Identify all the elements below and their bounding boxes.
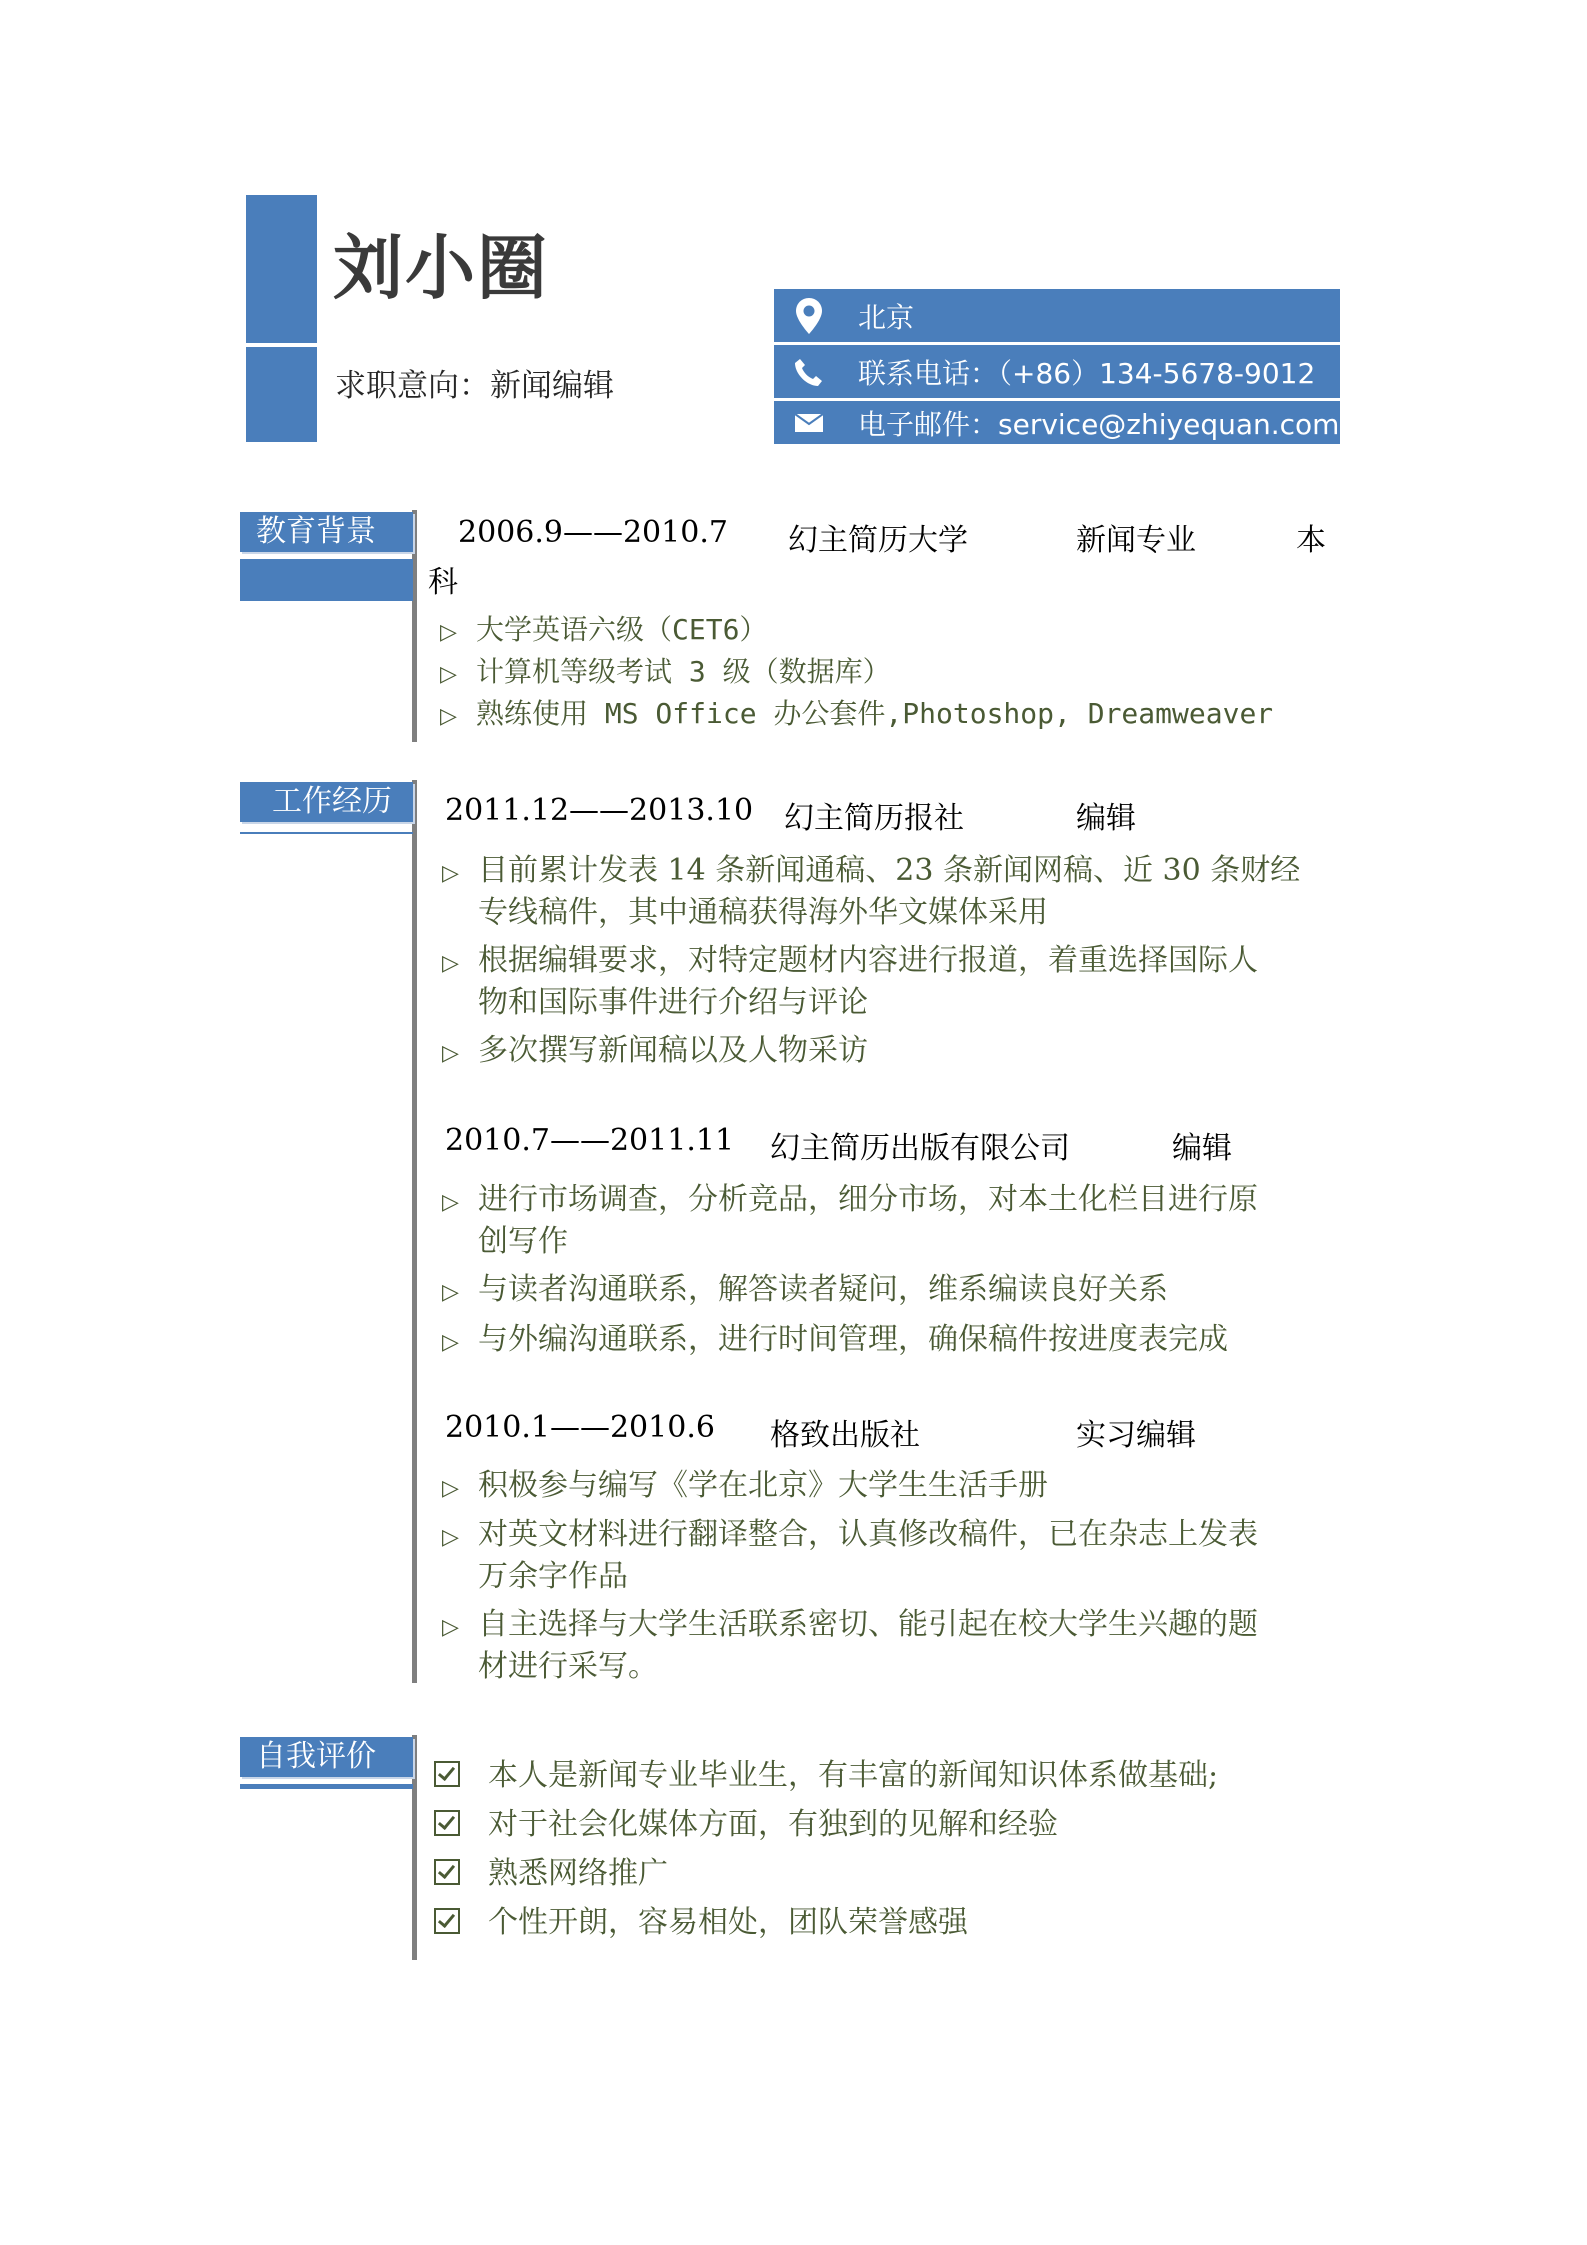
- list-item-continuation: 专线稿件，其中通稿获得海外华文媒体采用: [478, 895, 1048, 930]
- contact-email: 电子邮件：service@zhiyequan.com: [858, 407, 1340, 441]
- job-1-role: 编辑: [1076, 801, 1136, 836]
- list-item: ▷ 大学英语六级（CET6）: [440, 613, 768, 646]
- list-item: ▷ 计算机等级考试 3 级（数据库）: [440, 655, 891, 688]
- job-1-company: 幻主简历报社: [784, 801, 964, 836]
- list-item-continuation: 材进行采写。: [478, 1649, 658, 1684]
- triangle-bullet-icon: ▷: [442, 1041, 459, 1066]
- contact-location-row: [774, 289, 1340, 342]
- job-3-role: 实习编辑: [1076, 1418, 1196, 1453]
- header-accent-bar-top: [246, 195, 317, 343]
- header-accent-bar-bottom: [246, 347, 317, 442]
- list-item: 熟悉网络推广: [434, 1848, 668, 1892]
- triangle-bullet-icon: ▷: [442, 861, 459, 886]
- list-item-continuation: 物和国际事件进行介绍与评论: [478, 985, 868, 1020]
- checkbox-checked-icon: [434, 1810, 460, 1836]
- list-item: ▷ 根据编辑要求，对特定题材内容进行报道，着重选择国际人: [442, 943, 1258, 978]
- list-item: ▷ 自主选择与大学生活联系密切、能引起在校大学生兴趣的题: [442, 1607, 1258, 1642]
- mail-icon: [774, 413, 844, 433]
- triangle-bullet-icon: ▷: [440, 704, 457, 729]
- checkbox-checked-icon: [434, 1908, 460, 1934]
- triangle-bullet-icon: ▷: [442, 1280, 459, 1305]
- contact-phone-row: [774, 345, 1340, 398]
- triangle-bullet-icon: ▷: [442, 1615, 459, 1640]
- triangle-bullet-icon: ▷: [442, 1525, 459, 1550]
- job-3-dates: 2010.1——2010.6: [445, 1410, 715, 1445]
- job-2-dates: 2010.7——2011.11: [445, 1123, 735, 1158]
- contact-email-row: [774, 401, 1340, 444]
- list-item: ▷ 熟练使用 MS Office 办公套件,Photoshop, Dreamweaver: [440, 697, 1274, 730]
- list-item-continuation: 创写作: [478, 1224, 568, 1259]
- job-objective: 求职意向：新闻编辑: [335, 368, 614, 404]
- education-major: 新闻专业: [1076, 523, 1196, 558]
- triangle-bullet-icon: ▷: [442, 1476, 459, 1501]
- section-title-self-eval: 自我评价: [240, 1737, 413, 1777]
- contact-phone: 联系电话：（+86）134-5678-9012: [858, 356, 1316, 390]
- job-2-company: 幻主简历出版有限公司: [770, 1131, 1070, 1166]
- list-item: 对于社会化媒体方面，有独到的见解和经验: [434, 1799, 1058, 1843]
- education-dates: 2006.9——2010.7: [458, 515, 728, 550]
- list-item: ▷ 与读者沟通联系，解答读者疑问，维系编读良好关系: [442, 1272, 1168, 1307]
- checkbox-checked-icon: [434, 1859, 460, 1885]
- triangle-bullet-icon: ▷: [442, 1190, 459, 1215]
- work-title-underline: [240, 832, 413, 834]
- list-item: ▷ 对英文材料进行翻译整合，认真修改稿件，已在杂志上发表: [442, 1517, 1258, 1552]
- section-title-work: 工作经历: [240, 782, 413, 822]
- self-eval-title-underline: [240, 1784, 413, 1789]
- checkbox-checked-icon: [434, 1761, 460, 1787]
- education-title-block: [240, 559, 413, 601]
- location-pin-icon: [774, 297, 844, 335]
- triangle-bullet-icon: ▷: [440, 620, 457, 645]
- phone-icon: [774, 356, 844, 388]
- list-item-continuation: 万余字作品: [478, 1559, 628, 1594]
- job-2-role: 编辑: [1172, 1131, 1232, 1166]
- list-item: 个性开朗，容易相处，团队荣誉感强: [434, 1897, 968, 1941]
- triangle-bullet-icon: ▷: [440, 662, 457, 687]
- list-item: ▷ 多次撰写新闻稿以及人物采访: [442, 1033, 868, 1068]
- job-3-company: 格致出版社: [770, 1418, 920, 1453]
- list-item: ▷ 进行市场调查，分析竞品，细分市场，对本土化栏目进行原: [442, 1182, 1258, 1217]
- section-title-education: 教育背景: [240, 512, 413, 552]
- candidate-name: 刘小圈: [333, 227, 549, 309]
- list-item: 本人是新闻专业毕业生，有丰富的新闻知识体系做基础;: [434, 1750, 1218, 1794]
- education-degree-wrap: 科: [428, 565, 458, 600]
- list-item: ▷ 目前累计发表 14 条新闻通稿、23 条新闻网稿、近 30 条财经: [442, 853, 1301, 888]
- contact-location: 北京: [858, 300, 915, 334]
- triangle-bullet-icon: ▷: [442, 1330, 459, 1355]
- education-school: 幻主简历大学: [788, 523, 968, 558]
- job-1-dates: 2011.12——2013.10: [445, 793, 754, 828]
- list-item: ▷ 积极参与编写《学在北京》大学生生活手册: [442, 1468, 1048, 1503]
- list-item: ▷ 与外编沟通联系，进行时间管理，确保稿件按进度表完成: [442, 1322, 1228, 1357]
- education-degree: 本: [1296, 523, 1326, 558]
- triangle-bullet-icon: ▷: [442, 951, 459, 976]
- work-divider-line: [412, 780, 417, 1683]
